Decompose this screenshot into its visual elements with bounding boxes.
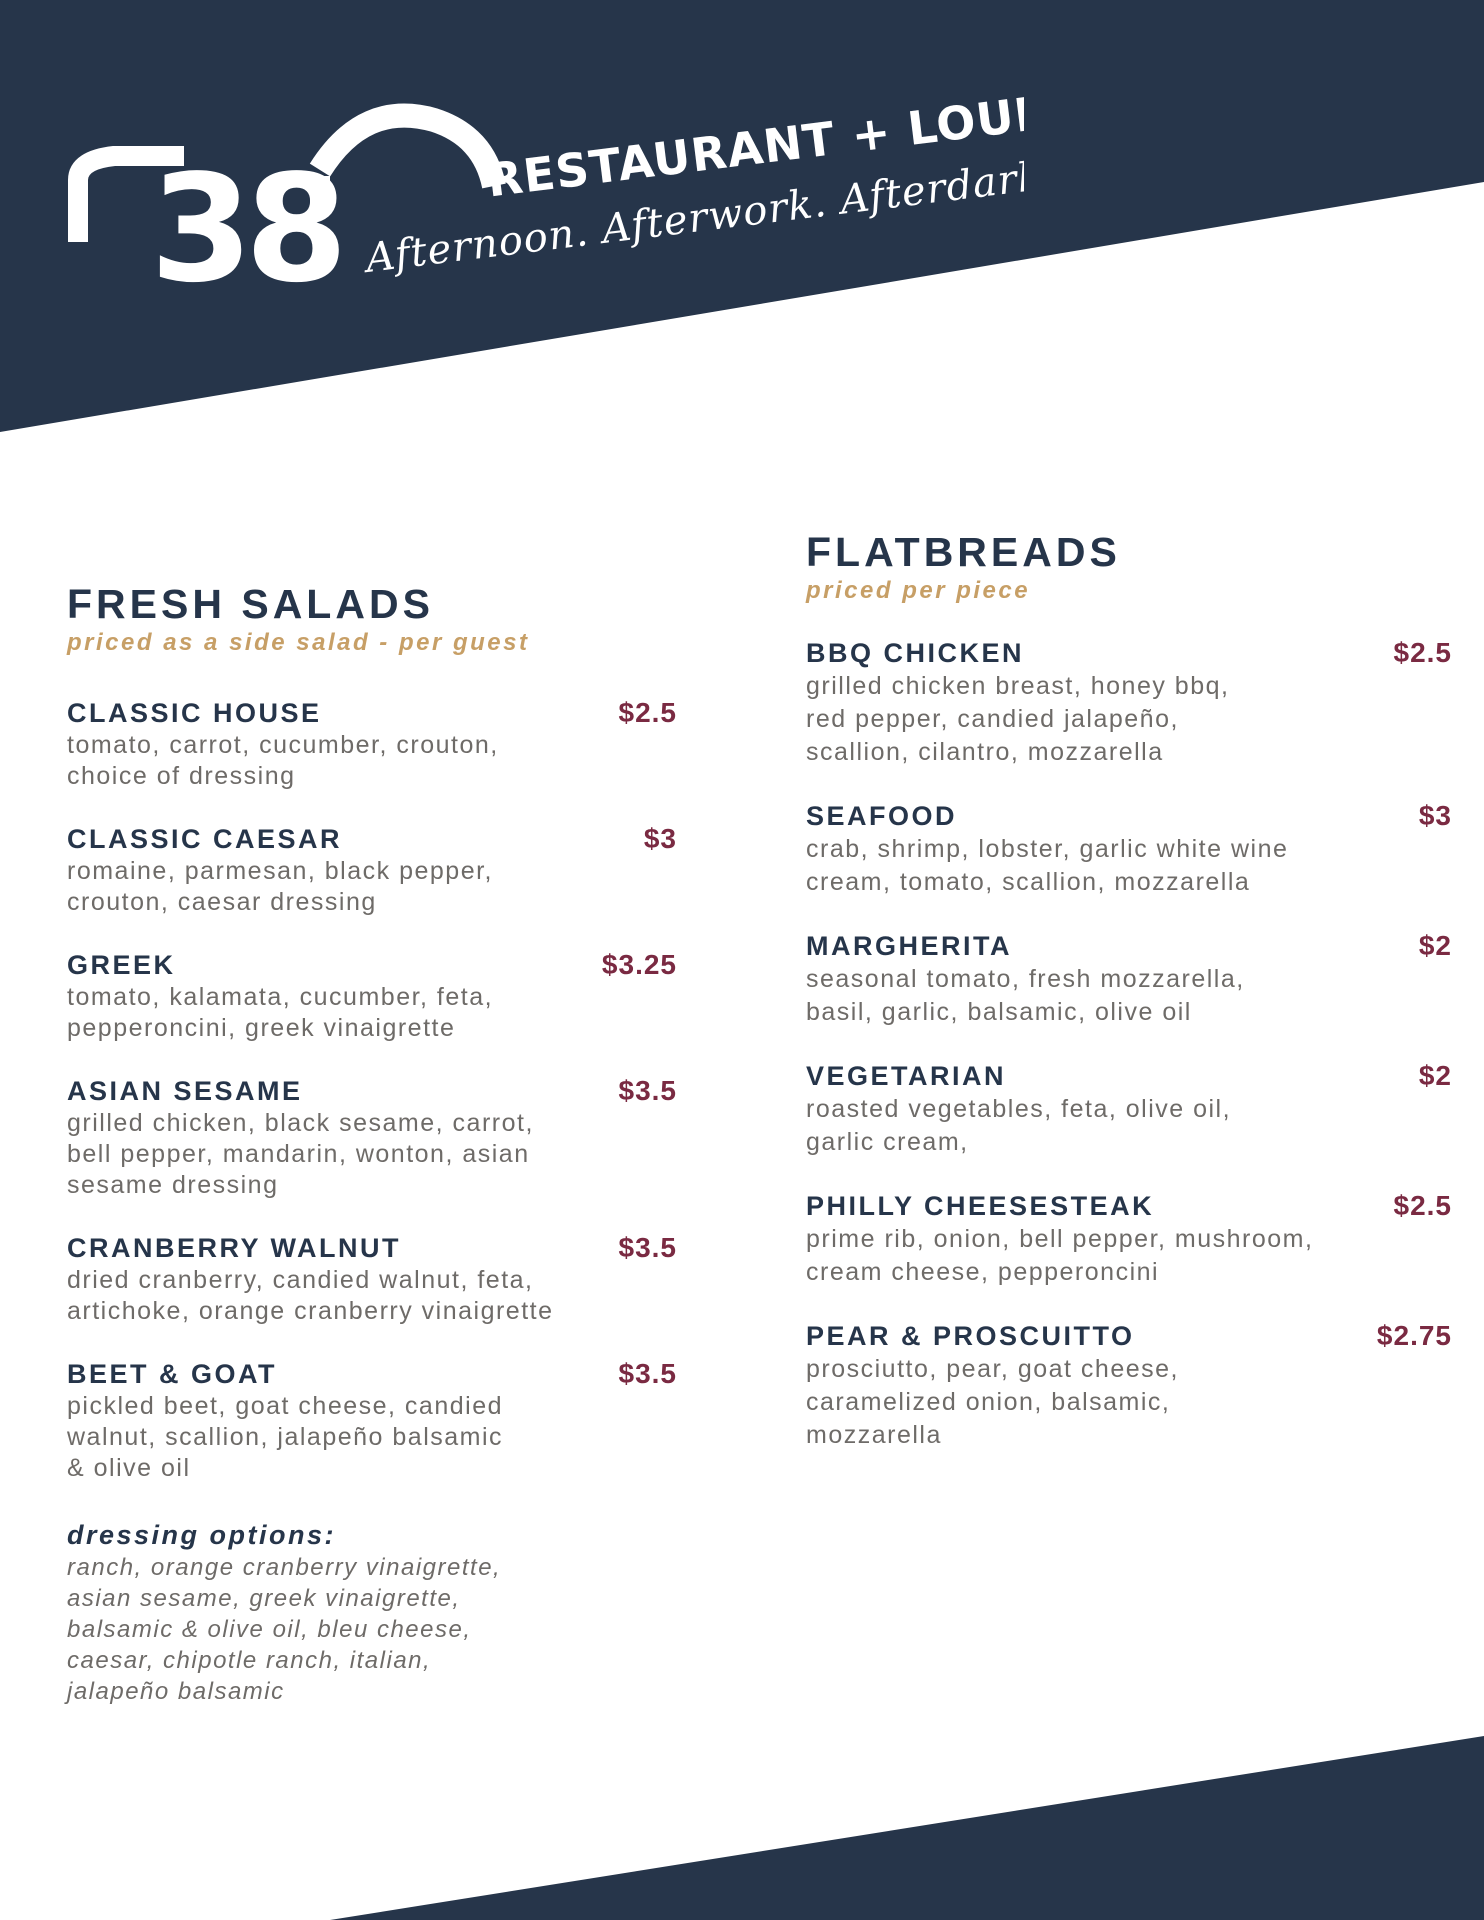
item-description-line: crouton, caesar dressing — [67, 888, 377, 916]
item-name: GREEK — [67, 950, 176, 980]
item-price: $2 — [1418, 1060, 1452, 1091]
item-description-line: & olive oil — [67, 1454, 191, 1482]
dressing-option-line: caesar, chipotle ranch, italian, — [67, 1647, 432, 1674]
item-name: BEET & GOAT — [67, 1359, 278, 1389]
salad-items — [67, 696, 677, 1484]
item-name: VEGETARIAN — [806, 1061, 1007, 1091]
item-description-line: scallion, cilantro, mozzarella — [806, 738, 1164, 766]
item-description-line: pepperoncini, greek vinaigrette — [67, 1014, 456, 1042]
dressing-option-line: balsamic & olive oil, bleu cheese, — [67, 1616, 472, 1643]
item-description-line: walnut, scallion, jalapeño balsamic — [67, 1423, 504, 1451]
item-price: $2 — [1418, 930, 1452, 961]
item-name: SEAFOOD — [806, 801, 958, 831]
dressing-options — [67, 1518, 677, 1707]
logo-number: 38 — [150, 143, 340, 300]
item-description-line: crab, shrimp, lobster, garlic white wine — [806, 835, 1289, 863]
item-description-line: grilled chicken, black sesame, carrot, — [67, 1109, 534, 1137]
item-name: CRANBERRY WALNUT — [67, 1233, 401, 1263]
dressing-title: dressing options: — [67, 1520, 337, 1550]
item-price: $3 — [643, 823, 677, 854]
logo-arc-right — [320, 116, 494, 186]
item-description-line: seasonal tomato, fresh mozzarella, — [806, 965, 1245, 993]
item-name: PEAR & PROSCUITTO — [806, 1321, 1135, 1351]
item-description-line: cream, tomato, scallion, mozzarella — [806, 868, 1251, 896]
item-name: MARGHERITA — [806, 931, 1012, 961]
dressing-option-line: asian sesame, greek vinaigrette, — [67, 1585, 461, 1612]
item-description-line: artichoke, orange cranberry vinaigrette — [67, 1297, 554, 1325]
menu-item — [67, 1231, 677, 1327]
section-subtitle: priced as a side salad - per guest — [67, 629, 530, 656]
item-description-line: sesame dressing — [67, 1171, 279, 1199]
item-description-line: prime rib, onion, bell pepper, mushroom, — [806, 1225, 1314, 1253]
item-description-line: dried cranberry, candied walnut, feta, — [67, 1266, 534, 1294]
dressing-option-line: ranch, orange cranberry vinaigrette, — [67, 1554, 502, 1581]
item-description-line: romaine, parmesan, black pepper, — [67, 857, 493, 885]
brand-logo — [64, 60, 1024, 300]
dressing-option-line: jalapeño balsamic — [67, 1678, 285, 1705]
flatbreads-section — [806, 528, 1452, 1452]
item-description-line: roasted vegetables, feta, olive oil, — [806, 1095, 1232, 1123]
item-price: $3.5 — [618, 1075, 677, 1106]
item-name: CLASSIC HOUSE — [67, 698, 322, 728]
item-description-line: caramelized onion, balsamic, — [806, 1388, 1171, 1416]
item-description-line: bell pepper, mandarin, wonton, asian — [67, 1140, 530, 1168]
item-description-line: prosciutto, pear, goat cheese, — [806, 1355, 1179, 1383]
dressing-list — [67, 1552, 677, 1707]
footer-band — [330, 1736, 1484, 1920]
item-name: ASIAN SESAME — [67, 1076, 303, 1106]
item-price: $3.5 — [618, 1358, 677, 1389]
section-subtitle: priced per piece — [806, 577, 1031, 604]
item-description-line: garlic cream, — [806, 1128, 969, 1156]
menu-item — [806, 799, 1452, 899]
item-price: $2.5 — [1393, 637, 1452, 668]
item-price: $3 — [1418, 800, 1452, 831]
menu-item — [67, 1357, 677, 1484]
menu-item — [806, 1319, 1452, 1452]
item-description-line: grilled chicken breast, honey bbq, — [806, 672, 1230, 700]
item-description-line: cream cheese, pepperoncini — [806, 1258, 1160, 1286]
item-description-line: tomato, kalamata, cucumber, feta, — [67, 983, 494, 1011]
item-description-line: choice of dressing — [67, 762, 296, 790]
menu-item — [67, 948, 677, 1044]
section-title: FRESH SALADS — [67, 581, 434, 627]
item-description-line: basil, garlic, balsamic, olive oil — [806, 998, 1192, 1026]
item-price: $3.25 — [601, 949, 677, 980]
menu-item — [67, 696, 677, 792]
section-title: FLATBREADS — [806, 529, 1121, 575]
item-description-line: red pepper, candied jalapeño, — [806, 705, 1179, 733]
menu-item — [806, 636, 1452, 769]
menu-item — [806, 1189, 1452, 1289]
item-price: $3.5 — [618, 1232, 677, 1263]
item-description-line: tomato, carrot, cucumber, crouton, — [67, 731, 499, 759]
menu-item — [806, 929, 1452, 1029]
item-name: CLASSIC CAESAR — [67, 824, 343, 854]
item-price: $2.5 — [618, 697, 677, 728]
item-name: PHILLY CHEESESTEAK — [806, 1191, 1155, 1221]
item-price: $2.75 — [1376, 1320, 1452, 1351]
item-description-line: pickled beet, goat cheese, candied — [67, 1392, 503, 1420]
item-name: BBQ CHICKEN — [806, 638, 1025, 668]
item-price: $2.5 — [1393, 1190, 1452, 1221]
item-description-line: mozzarella — [806, 1421, 942, 1449]
menu-item — [67, 1074, 677, 1201]
menu-item — [67, 822, 677, 918]
brand-tagline: Afternoon. Afterwork. Afterdark. — [363, 151, 1024, 282]
menu-item — [806, 1059, 1452, 1159]
flatbread-items — [806, 636, 1452, 1452]
fresh-salads-section — [67, 580, 677, 1707]
brand-name: RESTAURANT + LOUNGE — [484, 75, 1024, 208]
